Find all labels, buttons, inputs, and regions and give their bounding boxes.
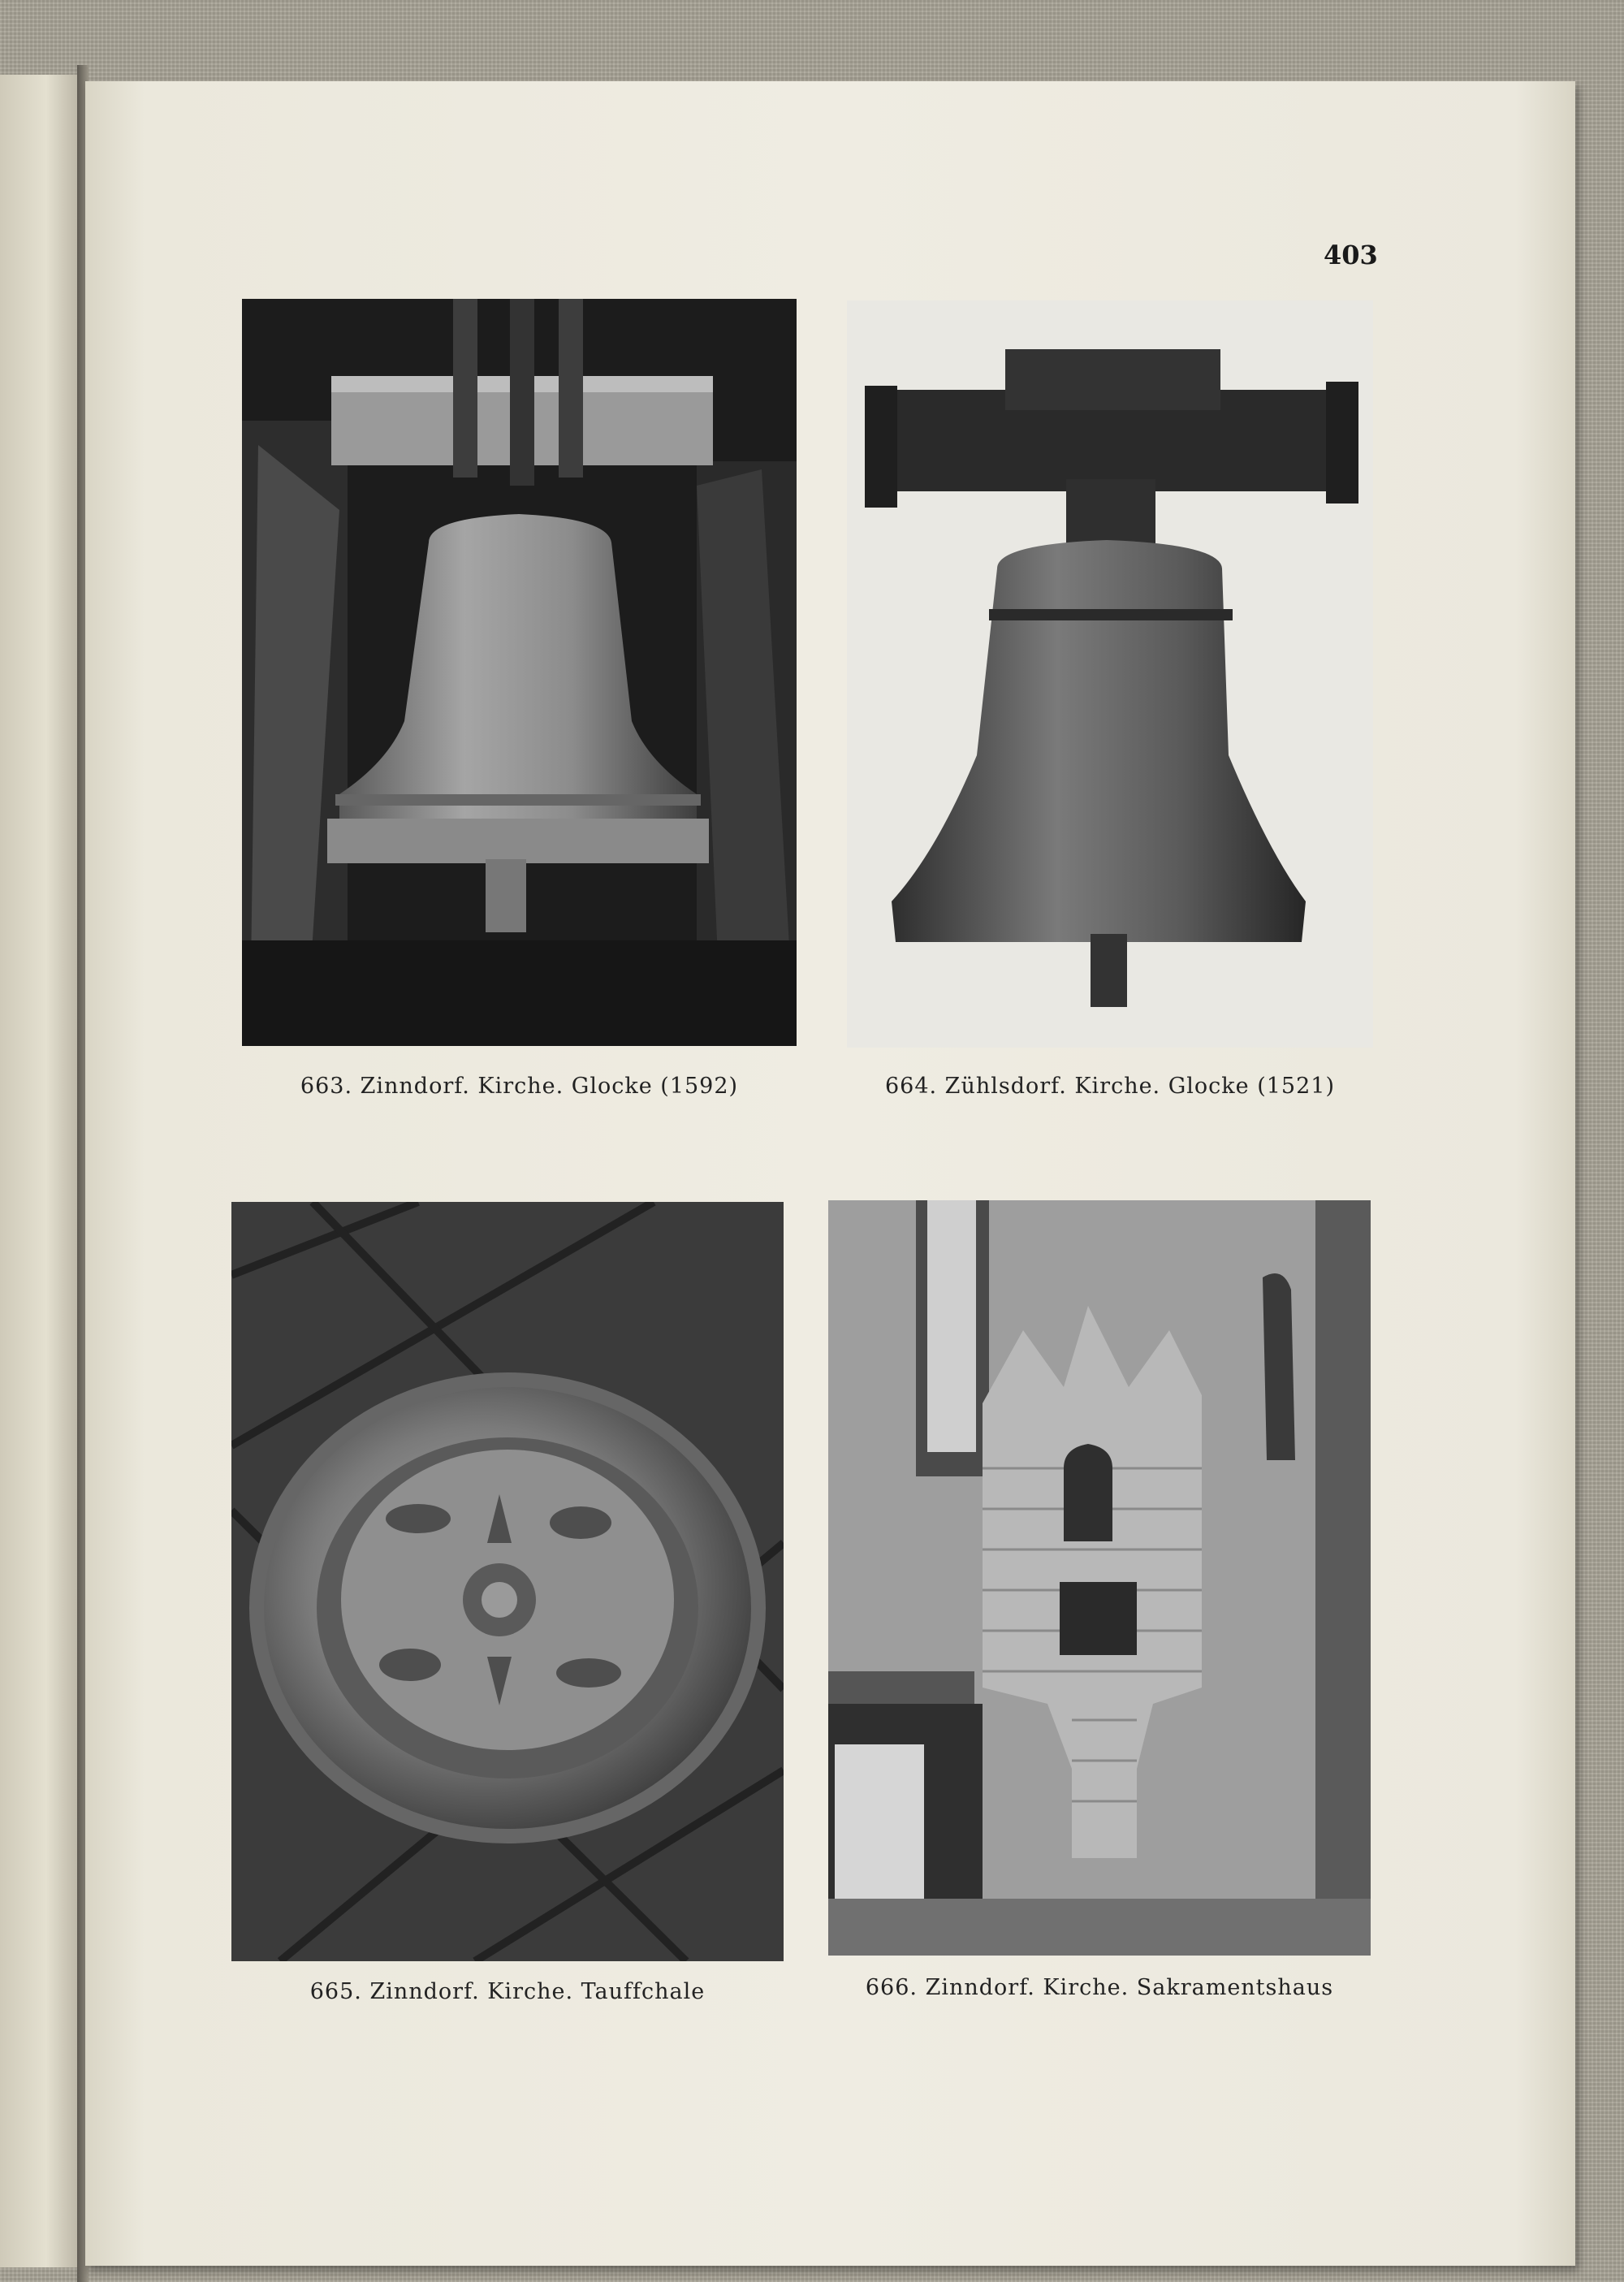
page-number: 403 [1324,240,1378,270]
photo-sacrament-house [828,1200,1371,1956]
caption-663: 663. Zinndorf. Kirche. Glocke (1592) [300,1074,739,1099]
caption-665: 665. Zinndorf. Kirche. Tauffchale [309,1979,706,2004]
caption-664: 664. Zühlsdorf. Kirche. Glocke (1521) [884,1074,1336,1099]
photo-bell-zuehlsdorf [847,300,1373,1048]
left-page-edge [0,75,80,2267]
photo-baptismal-bowl [231,1202,784,1961]
caption-666: 666. Zinndorf. Kirche. Sakramentshaus [865,1975,1334,2000]
photo-bell-zinndorf [242,299,797,1046]
